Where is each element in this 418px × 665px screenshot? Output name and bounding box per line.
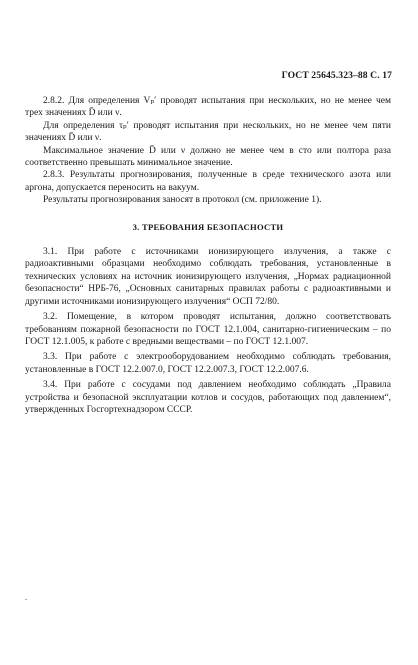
section-title: 3. ТРЕБОВАНИЯ БЕЗОПАСНОСТИ (132, 221, 284, 232)
paragraph-2-8-2: 2.8.2. Для определения Vₚ′ проводят испытания при нескольких, но не менее чем трех значениях D̄ или ν. (25, 96, 391, 119)
paragraph-max-value: Максимальное значение D̄ или ν должно не менее чем в сто или полтора раза соответственно превышать минимальное значение. (25, 145, 391, 169)
paragraph-tau: Для определения τₚ′ проводят испытания при нескольких, но не менее чем пяти значениях D̄ или ν. (25, 120, 391, 144)
paragraph-3-2: 3.2. Помещение, в котором проводят испытания, должно соответствовать требованиям пожарной безопасности по ГОСТ 12.1.004, санитарно-гигиеническим – по ГОСТ 12.1.005, к работе с вредными веществами – по ГОСТ 12.1.007. (25, 312, 391, 347)
main-text (25, 95, 391, 416)
footer-mark: . (25, 593, 27, 602)
paragraph-3-1: 3.1. При работе с источниками ионизирующего излучения, а также с радиоактивными образцами необходимо соблюдать требования, установленные в технических условиях на источник ионизирующего излучения, „Нормах радиационной безопасности“ НРБ-76, „Основных санитарных правилах работы с радиоактивными и другими источниками ионизирующего излучения“ ОСП 72/80. (25, 247, 391, 307)
paragraph-2-8-3: 2.8.3. Результаты прогнозирования, полученные в среде технического азота или аргона, допускается переносить на вакуум. (25, 170, 391, 193)
paragraph-results: Результаты прогнозирования заносят в протокол (см. приложение 1). (43, 195, 322, 206)
paragraph-3-3: 3.3. При работе с электрооборудованием необходимо соблюдать требования, установленные в ГОСТ 12.2.007.0, ГОСТ 12.2.007.3, ГОСТ 12.2.007.6. (25, 352, 391, 375)
paragraph-3-4: 3.4. При работе с сосудами под давлением необходимо соблюдать „Правила устройства и безопасной эксплуатации котлов и сосудов, работающих под давлением“, утвержденных Госгортехнадзором СССР. (25, 380, 391, 415)
page-header: ГОСТ 25645.323–88 С. 17 (281, 70, 392, 81)
